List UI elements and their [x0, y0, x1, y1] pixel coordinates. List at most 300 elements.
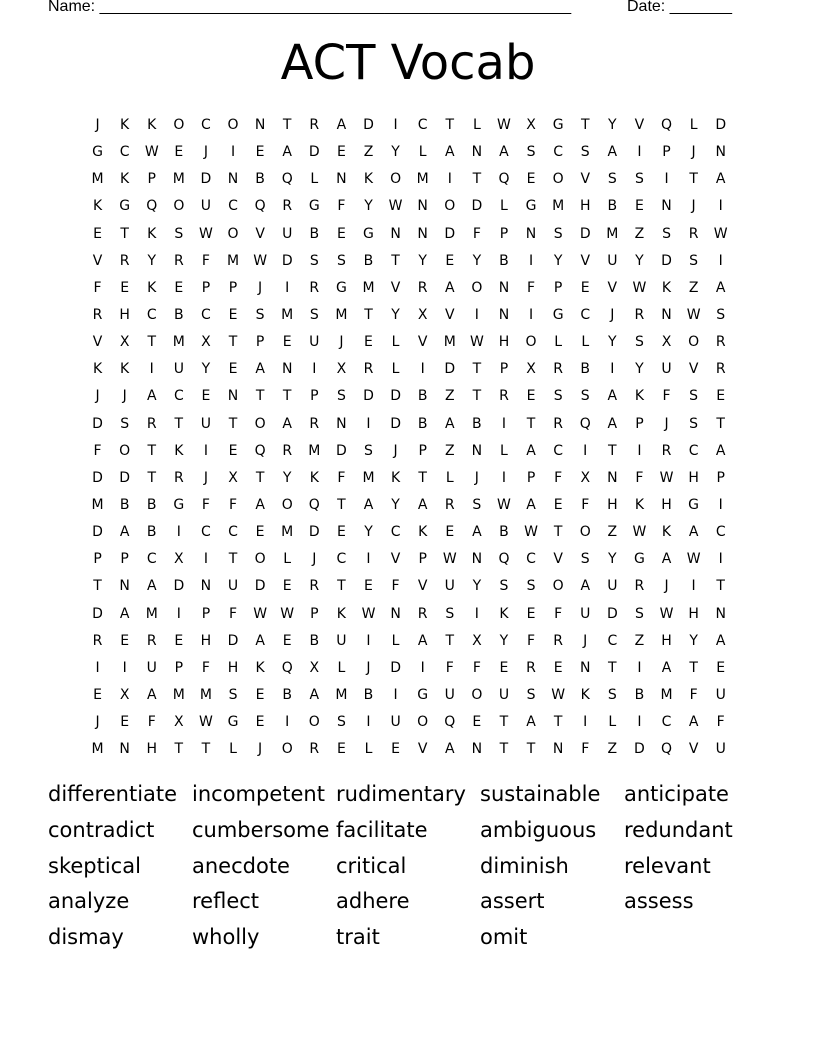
grid-letter: K — [147, 279, 157, 296]
grid-letter: Y — [608, 117, 617, 133]
grid-letter: K — [363, 171, 374, 188]
grid-letter: S — [553, 225, 563, 242]
grid-letter: X — [119, 686, 130, 703]
grid-letter: I — [718, 496, 723, 513]
grid-letter: A — [607, 144, 618, 161]
grid-letter: S — [526, 578, 536, 595]
grid-letter: N — [227, 388, 239, 405]
grid-letter: E — [336, 524, 346, 541]
grid-letter: K — [634, 496, 645, 513]
grid-letter: P — [499, 361, 509, 378]
grid-letter: H — [688, 605, 699, 622]
grid-letter: R — [526, 659, 536, 676]
grid-letter: N — [579, 659, 591, 676]
grid-letter: L — [391, 334, 400, 351]
grid-letter: P — [201, 605, 211, 622]
grid-letter: G — [227, 714, 239, 731]
grid-letter: A — [336, 117, 347, 133]
grid-letter: T — [228, 551, 238, 568]
grid-letter: H — [661, 632, 672, 649]
grid-letter: K — [661, 524, 672, 541]
grid-letter: E — [282, 334, 292, 351]
grid-letter: K — [147, 225, 157, 242]
grid-letter: C — [553, 144, 564, 161]
grid-letter: O — [552, 578, 564, 595]
grid-letter: T — [174, 415, 184, 432]
grid-letter: B — [472, 415, 482, 432]
grid-letter: Y — [689, 632, 698, 649]
grid-letter: Q — [281, 171, 293, 188]
grid-letter: P — [635, 415, 644, 432]
grid-letter: F — [147, 714, 156, 731]
grid-letter: E — [120, 632, 130, 649]
grid-letter: T — [716, 415, 725, 432]
grid-letter: N — [254, 117, 266, 133]
grid-letter: J — [610, 306, 615, 323]
grid-letter: V — [688, 361, 699, 378]
grid-letter: E — [580, 279, 590, 296]
grid-letter: C — [336, 551, 347, 568]
grid-letter: N — [661, 306, 672, 323]
grid-letter: C — [417, 117, 428, 133]
grid-letter: O — [119, 442, 131, 459]
grid-letter: Y — [391, 144, 400, 161]
word-item: dismay — [48, 925, 124, 950]
letter-grid — [84, 113, 734, 764]
grid-letter: N — [471, 442, 483, 459]
grid-letter: E — [255, 144, 265, 161]
grid-letter: N — [227, 171, 239, 188]
grid-letter: U — [607, 578, 618, 595]
grid-letter: G — [363, 225, 374, 242]
grid-letter: I — [366, 415, 371, 432]
grid-letter: B — [255, 171, 265, 188]
grid-letter: S — [364, 442, 373, 459]
grid-letter: L — [472, 117, 481, 133]
grid-letter: U — [200, 198, 212, 215]
grid-letter: S — [580, 388, 590, 405]
grid-letter: S — [607, 686, 617, 703]
grid-letter: K — [580, 686, 590, 703]
grid-letter: E — [282, 632, 292, 649]
grid-letter: D — [92, 605, 103, 622]
grid-letter: X — [119, 334, 130, 351]
word-item: ambiguous — [480, 817, 597, 842]
grid-letter: H — [579, 198, 591, 215]
grid-letter: O — [471, 279, 483, 296]
grid-letter: O — [227, 225, 239, 242]
word-item: anecdote — [192, 853, 290, 878]
grid-letter: A — [607, 388, 618, 405]
grid-letter: E — [445, 252, 455, 269]
grid-letter: S — [499, 578, 509, 595]
grid-letter: O — [444, 198, 456, 215]
grid-letter: J — [474, 469, 479, 486]
grid-letter: D — [336, 442, 347, 459]
grid-letter: I — [610, 361, 615, 378]
grid-letter: X — [580, 469, 591, 486]
grid-letter: L — [337, 659, 346, 676]
grid-letter: S — [689, 388, 699, 405]
grid-letter: S — [580, 551, 590, 568]
grid-letter: S — [336, 388, 346, 405]
grid-letter: O — [254, 415, 266, 432]
grid-letter: J — [691, 198, 696, 215]
word-item: adhere — [336, 889, 410, 914]
grid-letter: S — [580, 144, 590, 161]
grid-letter: S — [228, 686, 238, 703]
grid-letter: U — [173, 361, 184, 378]
grid-letter: C — [119, 144, 130, 161]
grid-letter: R — [417, 279, 428, 296]
grid-letter: I — [637, 144, 642, 161]
grid-letter: N — [471, 741, 483, 758]
grid-letter: A — [526, 442, 536, 459]
grid-letter: E — [174, 632, 184, 649]
grid-letter: B — [634, 686, 645, 703]
grid-letter: Q — [579, 415, 591, 432]
grid-letter: G — [308, 198, 320, 215]
grid-letter: X — [336, 361, 347, 378]
grid-letter: E — [228, 306, 238, 323]
grid-letter: O — [281, 496, 293, 513]
grid-letter: I — [637, 442, 642, 459]
grid-letter: X — [417, 306, 428, 323]
grid-letter: Q — [498, 551, 510, 568]
grid-letter: A — [526, 496, 536, 513]
grid-letter: A — [417, 496, 428, 513]
grid-letter: N — [119, 578, 130, 595]
grid-letter: M — [335, 686, 348, 703]
grid-letter: W — [686, 551, 701, 568]
grid-letter: D — [363, 388, 374, 405]
word-item: cumbersome — [192, 817, 330, 842]
grid-letter: D — [308, 524, 320, 541]
grid-letter: D — [119, 469, 131, 486]
grid-letter: N — [525, 225, 537, 242]
grid-letter: T — [472, 361, 482, 378]
grid-letter: K — [120, 171, 130, 188]
grid-letter: D — [390, 415, 401, 432]
grid-letter: A — [282, 144, 292, 161]
grid-letter: A — [715, 632, 726, 649]
grid-letter: I — [366, 632, 371, 649]
grid-letter: M — [91, 171, 104, 188]
grid-letter: A — [444, 279, 455, 296]
grid-letter: T — [716, 578, 725, 595]
grid-letter: O — [552, 171, 564, 188]
grid-letter: F — [527, 632, 536, 649]
grid-letter: V — [444, 306, 455, 323]
grid-letter: A — [119, 605, 130, 622]
grid-letter: Y — [499, 632, 509, 649]
grid-letter: C — [661, 714, 672, 731]
grid-letter: D — [579, 225, 591, 242]
grid-letter: A — [255, 496, 265, 513]
grid-letter: R — [715, 334, 726, 351]
grid-letter: E — [391, 741, 400, 758]
grid-letter: S — [309, 252, 319, 269]
grid-letter: F — [201, 496, 210, 513]
grid-letter: X — [174, 551, 184, 568]
word-item: skeptical — [48, 853, 141, 878]
grid-letter: C — [580, 306, 591, 323]
grid-letter: L — [500, 198, 508, 215]
grid-letter: U — [444, 686, 455, 703]
grid-letter: F — [581, 741, 590, 758]
word-item: relevant — [624, 853, 711, 878]
grid-letter: R — [309, 415, 320, 432]
grid-letter: S — [634, 605, 644, 622]
grid-letter: L — [608, 714, 617, 731]
grid-letter: I — [501, 415, 507, 432]
word-item: omit — [480, 925, 528, 950]
word-item: critical — [336, 853, 407, 878]
grid-letter: Q — [444, 714, 456, 731]
grid-letter: Y — [608, 334, 617, 351]
grid-letter: H — [498, 334, 510, 351]
grid-letter: S — [634, 171, 644, 188]
grid-letter: T — [120, 225, 129, 242]
grid-letter: R — [282, 442, 293, 459]
grid-letter: H — [227, 659, 239, 676]
grid-letter: A — [499, 144, 509, 161]
grid-letter: S — [553, 388, 563, 405]
grid-letter: K — [92, 198, 103, 215]
word-item: trait — [336, 925, 380, 950]
grid-letter: N — [390, 225, 401, 242]
grid-letter: G — [525, 198, 537, 215]
grid-letter: E — [201, 388, 211, 405]
grid-letter: I — [176, 524, 181, 541]
grid-letter: I — [637, 659, 642, 676]
grid-letter: F — [662, 388, 671, 405]
grid-letter: W — [253, 605, 268, 622]
grid-letter: S — [174, 225, 184, 242]
grid-letter: O — [417, 714, 429, 731]
grid-letter: D — [661, 252, 672, 269]
grid-letter: C — [201, 117, 211, 133]
grid-letter: M — [416, 171, 429, 188]
grid-letter: E — [255, 686, 265, 703]
word-list — [48, 778, 768, 957]
grid-letter: T — [174, 741, 184, 758]
grid-letter: W — [199, 225, 213, 242]
grid-letter: D — [200, 171, 212, 188]
grid-letter: A — [255, 361, 265, 378]
grid-letter: Y — [391, 496, 400, 513]
grid-letter: N — [119, 741, 130, 758]
grid-letter: R — [309, 117, 320, 133]
grid-letter: M — [172, 171, 185, 188]
grid-letter: A — [607, 415, 618, 432]
grid-letter: D — [92, 469, 103, 486]
grid-letter: B — [146, 524, 157, 541]
grid-letter: E — [282, 578, 292, 595]
grid-letter: Q — [281, 659, 293, 676]
grid-letter: R — [688, 225, 699, 242]
grid-letter: K — [120, 361, 130, 378]
grid-letter: I — [203, 551, 208, 568]
grid-letter: F — [554, 605, 563, 622]
grid-letter: W — [497, 117, 511, 133]
grid-letter: S — [607, 171, 617, 188]
grid-letter: Y — [201, 361, 211, 378]
grid-letter: K — [255, 659, 265, 676]
grid-letter: T — [255, 388, 265, 405]
grid-letter: S — [662, 225, 671, 242]
grid-letter: Y — [391, 306, 400, 323]
grid-letter: I — [583, 714, 588, 731]
grid-letter: R — [634, 578, 645, 595]
grid-letter: E — [445, 524, 455, 541]
grid-letter: T — [147, 442, 157, 459]
grid-letter: D — [281, 252, 293, 269]
grid-letter: W — [659, 605, 674, 622]
grid-letter: C — [173, 388, 184, 405]
grid-letter: M — [91, 741, 104, 758]
grid-letter: A — [472, 524, 482, 541]
grid-letter: C — [201, 524, 211, 541]
grid-letter: S — [634, 334, 644, 351]
grid-letter: P — [418, 551, 427, 568]
grid-letter: T — [93, 578, 102, 595]
grid-letter: Q — [146, 198, 158, 215]
grid-letter: L — [689, 117, 698, 133]
grid-letter: N — [417, 225, 428, 242]
grid-letter: C — [146, 551, 157, 568]
grid-letter: T — [689, 659, 698, 676]
grid-letter: F — [201, 252, 210, 269]
word-item: wholly — [192, 925, 260, 950]
grid-letter: V — [390, 551, 401, 568]
grid-letter: X — [174, 714, 184, 731]
grid-letter: P — [662, 144, 671, 161]
grid-letter: V — [92, 334, 103, 351]
grid-letter: P — [228, 279, 238, 296]
grid-letter: F — [201, 659, 210, 676]
grid-letter: T — [608, 442, 617, 459]
grid-letter: B — [309, 632, 320, 649]
grid-letter: P — [120, 551, 129, 568]
grid-letter: U — [715, 686, 726, 703]
grid-letter: N — [715, 605, 726, 622]
grid-letter: F — [391, 578, 400, 595]
grid-letter: A — [255, 632, 265, 649]
grid-letter: Y — [147, 252, 157, 269]
grid-letter: B — [499, 252, 509, 269]
grid-letter: D — [173, 578, 185, 595]
grid-letter: V — [580, 171, 591, 188]
grid-letter: N — [200, 578, 212, 595]
grid-letter: R — [146, 415, 157, 432]
grid-letter: F — [337, 469, 346, 486]
word-item: reflect — [192, 889, 260, 914]
grid-letter: A — [444, 144, 455, 161]
grid-letter: D — [92, 415, 103, 432]
grid-letter: I — [149, 361, 154, 378]
grid-letter: V — [580, 252, 591, 269]
grid-letter: J — [95, 117, 100, 133]
grid-letter: E — [716, 388, 726, 405]
grid-letter: E — [364, 334, 373, 351]
grid-letter: B — [363, 686, 374, 703]
grid-letter: S — [689, 252, 699, 269]
grid-letter: I — [366, 714, 371, 731]
grid-letter: M — [91, 496, 104, 513]
grid-letter: B — [499, 524, 509, 541]
grid-letter: D — [390, 388, 401, 405]
grid-letter: I — [718, 198, 723, 215]
grid-letter: D — [390, 659, 401, 676]
grid-letter: W — [388, 198, 403, 215]
grid-letter: V — [255, 225, 265, 242]
grid-letter: U — [444, 578, 455, 595]
grid-letter: T — [337, 496, 346, 513]
grid-letter: M — [552, 198, 565, 215]
grid-letter: T — [228, 334, 238, 351]
grid-letter: A — [146, 578, 157, 595]
grid-letter: T — [553, 714, 563, 731]
grid-letter: T — [580, 117, 590, 133]
grid-letter: D — [471, 198, 483, 215]
grid-letter: I — [420, 659, 425, 676]
grid-letter: Y — [635, 361, 644, 378]
grid-letter: A — [363, 496, 374, 513]
grid-letter: O — [173, 117, 185, 133]
grid-letter: R — [363, 361, 374, 378]
grid-letter: B — [607, 198, 618, 215]
grid-letter: P — [418, 442, 427, 459]
grid-letter: M — [199, 686, 212, 703]
grid-letter: L — [364, 741, 373, 758]
grid-letter: M — [308, 442, 321, 459]
grid-letter: U — [200, 415, 212, 432]
grid-letter: T — [364, 306, 373, 323]
grid-letter: V — [634, 117, 645, 133]
grid-letter: F — [337, 198, 346, 215]
grid-letter: L — [418, 144, 427, 161]
grid-letter: I — [285, 279, 290, 296]
grid-letter: A — [309, 686, 320, 703]
word-item: assert — [480, 889, 545, 914]
grid-letter: N — [390, 605, 401, 622]
grid-letter: A — [715, 171, 726, 188]
grid-letter: C — [526, 551, 536, 568]
grid-letter: A — [146, 686, 157, 703]
word-item: rudimentary — [336, 782, 466, 806]
grid-letter: D — [715, 117, 727, 133]
grid-letter: S — [336, 252, 346, 269]
grid-letter: L — [283, 551, 292, 568]
grid-letter: N — [281, 361, 293, 378]
grid-letter: T — [526, 741, 536, 758]
grid-letter: I — [718, 252, 723, 269]
grid-letter: I — [393, 686, 398, 703]
grid-letter: I — [474, 306, 479, 323]
grid-letter: D — [363, 117, 374, 133]
grid-letter: I — [447, 171, 452, 188]
grid-letter: O — [227, 117, 239, 133]
grid-letter: Y — [472, 578, 482, 595]
grid-letter: R — [92, 632, 103, 649]
grid-letter: E — [526, 171, 536, 188]
grid-letter: J — [366, 659, 371, 676]
grid-letter: M — [606, 225, 619, 242]
grid-letter: M — [172, 334, 185, 351]
grid-letter: I — [637, 714, 642, 731]
grid-letter: H — [200, 632, 212, 649]
